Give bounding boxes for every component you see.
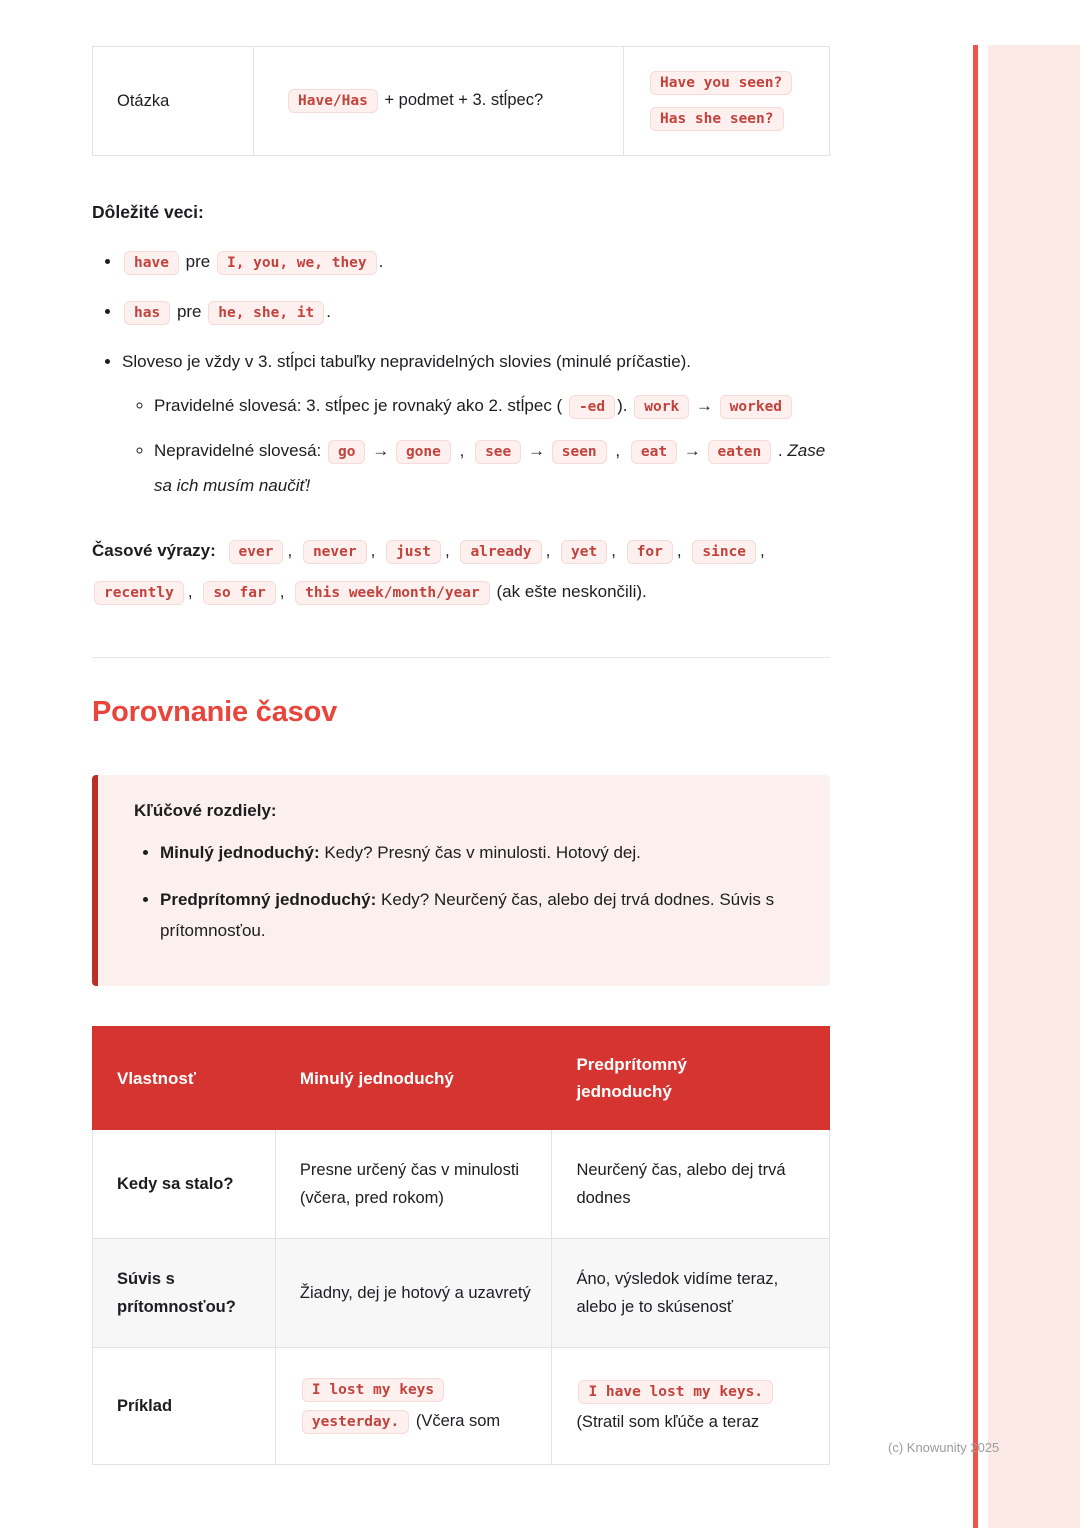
row-label-cell: Príklad <box>93 1348 276 1465</box>
separator: , <box>279 582 285 601</box>
time-expressions <box>92 531 830 613</box>
table-row <box>93 1130 830 1239</box>
table-cell <box>275 1348 552 1465</box>
copyright-notice: (c) Knowunity 2025 <box>888 1440 1000 1455</box>
column-header-label: Vlastnosť <box>117 1068 196 1088</box>
text-segment: . <box>326 302 332 321</box>
separator: , <box>444 541 450 560</box>
code-chip: have <box>124 251 179 275</box>
list-item <box>122 345 830 503</box>
comparison-table <box>92 1026 830 1465</box>
examples-cell <box>624 47 830 156</box>
list-item <box>122 295 830 330</box>
code-chip: never <box>303 540 367 564</box>
text-segment: ). <box>617 396 628 415</box>
time-expressions-suffix: (ak ešte neskončili). <box>496 582 647 601</box>
code-chip: I have lost my keys. <box>578 1380 773 1404</box>
text-segment: Nepravidelné slovesá: <box>154 441 322 460</box>
callout-item-text: Kedy? Neurčený čas, alebo dej trvá dodnes. Súvis s prítomnosťou. <box>160 890 775 940</box>
text-segment: . <box>378 252 384 271</box>
row-label-cell: Súvis s prítomnosťou? <box>93 1239 276 1348</box>
arrow: → <box>528 441 545 460</box>
list-item <box>154 389 830 424</box>
text-segment: pre <box>185 252 211 271</box>
callout-item <box>160 837 800 868</box>
text-segment: Sloveso je vždy v 3. stĺpci tabuľky nepravidelných slovies (minulé príčastie). <box>122 352 692 371</box>
column-header <box>552 1027 830 1130</box>
conjugation-table-fragment <box>92 46 830 156</box>
table-cell: Neurčený čas, alebo dej trvá dodnes <box>552 1130 830 1239</box>
code-chip: yet <box>561 540 607 564</box>
column-header-label: Predprítomný jednoduchý <box>576 1055 687 1101</box>
code-chip: he, she, it <box>208 301 324 325</box>
page-edge-accent-line <box>973 45 978 1528</box>
callout-item <box>160 884 800 946</box>
code-chip: see <box>475 440 521 464</box>
section-divider <box>92 657 830 658</box>
code-chip: worked <box>720 395 792 419</box>
code-chip: Have you seen? <box>650 71 792 95</box>
code-chip: ever <box>229 540 284 564</box>
code-chip: Have/Has <box>288 89 378 113</box>
callout-list <box>134 837 800 946</box>
callout-item-term: Predprítomný jednoduchý: <box>160 890 377 909</box>
callout-item-text: Kedy? Presný čas v minulosti. Hotový dej. <box>324 843 641 862</box>
list-item <box>122 245 830 280</box>
callout-title: Kľúčové rozdiely: <box>134 801 277 820</box>
code-chip: eaten <box>708 440 772 464</box>
table-cell: Áno, výsledok vidíme teraz, alebo je to skúsenosť <box>552 1239 830 1348</box>
code-chip: I, you, we, they <box>217 251 377 275</box>
code-chip: I lost my keys yesterday. <box>302 1378 444 1434</box>
important-list <box>92 245 830 503</box>
separator: , <box>370 541 376 560</box>
separator: , <box>459 441 465 460</box>
column-header-label: Minulý jednoduchý <box>299 1068 454 1088</box>
code-chip: since <box>692 540 756 564</box>
row-label: Otázka <box>117 91 170 110</box>
table-row <box>93 1239 830 1348</box>
code-chip: gone <box>396 440 451 464</box>
callout-item-term: Minulý jednoduchý: <box>160 843 320 862</box>
formula-text: + podmet + 3. stĺpec? <box>384 91 544 109</box>
table-row <box>93 47 830 156</box>
separator: , <box>611 541 616 560</box>
arrow: → <box>683 441 701 460</box>
formula-cell <box>254 47 624 156</box>
italic-note: Zase sa ich musím naučiť! <box>154 441 826 495</box>
page-edge-panel <box>988 45 1080 1528</box>
code-chip: seen <box>552 440 607 464</box>
column-header <box>275 1027 552 1130</box>
list-item <box>154 434 830 503</box>
code-chip: -ed <box>569 395 615 419</box>
separator: , <box>287 541 293 560</box>
code-chip: has <box>124 301 170 325</box>
section-heading-important: Dôležité veci: <box>92 202 204 222</box>
code-chip: Has she seen? <box>650 107 784 131</box>
code-chip: work <box>634 395 689 419</box>
arrow: → <box>372 441 390 460</box>
code-chip: just <box>386 540 441 564</box>
arrow: → <box>695 396 713 415</box>
table-cell: Presne určený čas v minulosti (včera, pred rokom) <box>275 1130 552 1239</box>
code-chip: this week/month/year <box>295 581 490 605</box>
nested-list <box>122 389 830 503</box>
row-label-cell <box>93 47 254 156</box>
column-header <box>93 1027 276 1130</box>
text-segment: Pravidelné slovesá: 3. stĺpec je rovnaký ako 2. stĺpec ( <box>154 396 563 415</box>
table-header-row <box>93 1027 830 1130</box>
code-chip: eat <box>631 440 677 464</box>
text-segment: (Včera som <box>415 1412 501 1430</box>
separator: , <box>676 541 682 560</box>
text-segment: . <box>777 441 783 460</box>
separator: , <box>545 541 551 560</box>
table-row <box>93 1348 830 1465</box>
separator: , <box>615 441 621 460</box>
text-segment: (Stratil som kľúče a teraz <box>576 1413 760 1431</box>
table-cell: Žiadny, dej je hotový a uzavretý <box>275 1239 552 1348</box>
code-chip: recently <box>94 581 184 605</box>
code-chip: for <box>627 540 673 564</box>
code-chip: already <box>460 540 541 564</box>
row-label-cell: Kedy sa stalo? <box>93 1130 276 1239</box>
text-segment: pre <box>176 302 202 321</box>
table-cell <box>552 1348 830 1465</box>
code-chip: so far <box>203 581 275 605</box>
separator: , <box>760 541 765 560</box>
key-differences-callout <box>92 775 830 986</box>
separator: , <box>187 582 193 601</box>
time-expressions-label: Časové výrazy: <box>92 541 216 560</box>
document-content <box>92 0 830 1465</box>
section-heading-comparison: Porovnanie časov <box>92 696 338 728</box>
code-chip: go <box>328 440 365 464</box>
